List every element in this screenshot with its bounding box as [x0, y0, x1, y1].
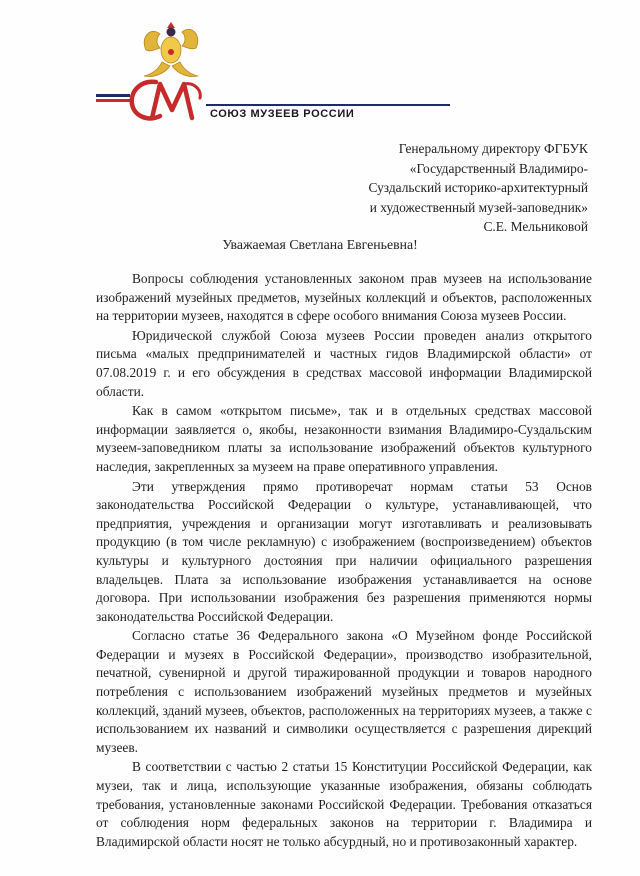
letterhead-rule-red: [96, 99, 130, 102]
addressee-block: [369, 139, 588, 237]
letterhead-rule-blue: [96, 94, 130, 97]
cm-monogram-icon: [126, 74, 206, 124]
organization-name: СОЮЗ МУЗЕЕВ РОССИИ: [210, 108, 355, 120]
body-paragraph: Эти утверждения прямо противоречат нормам статьи 53 Основ законодательства Российской Федерации о культуре, устанавливающей, что предприятия, учреждения и организации могут изготавливать и реализовывать продукцию (в том числе рекламную) с изображением (воспроизведением) объектов культуры и культурного достояния при наличии официального разрешения владельцев. Плата за использование изображения устанавливается на основе договора. При использовании изображения без разрешения применяются нормы законодательства Российской Федерации.: [96, 478, 592, 624]
addressee-line: «Государственный Владимиро-: [409, 160, 588, 176]
salutation: Уважаемая Светлана Евгеньевна!: [222, 237, 418, 252]
addressee-line: Генеральному директору ФГБУК: [398, 141, 588, 156]
body-paragraph: В соответствии с частью 2 статьи 15 Конституции Российской Федерации, как музеи, так и лица, использующие указанные изображения, обязаны соблюдать требования, установленные законами Российской Федерации. Требования отказаться от соблюдения норм федеральных законов на территории г. Владимира и Владимирской области носят не только абсурдный, но и противозаконный характер.: [96, 759, 592, 849]
body-paragraph: Согласно статье 36 Федерального закона «О Музейном фонде Российской Федерации и музеях в Российской Федерации», производство изобразительной, печатной, сувенирной и другой тиражированной продукции и товаров народного потребления с использованием изображений музейных предметов и музейных коллекций, зданий музеев, объектов, расположенных на территориях музеев, а также с использованием их названий и символики осуществляется с разрешения дирекций музеев.: [96, 628, 592, 755]
body-paragraph: Как в самом «открытом письме», так и в отдельных средствах массовой информации заявляется о, якобы, незаконности взимания Владимиро-Суздальским музеем-заповедником платы за использование изображений объектов культурного наследия, закрепленных за музеем на праве оперативного управления.: [96, 403, 592, 474]
firebird-icon: [136, 20, 206, 82]
addressee-line: и художественный музей-заповедник»: [369, 199, 588, 215]
letterhead-rule-right: [206, 104, 450, 106]
addressee-line: Суздальский историко-архитектурный: [368, 180, 588, 195]
body-paragraph: Юридической службой Союза музеев России проведен анализ открытого письма «малых предпринимателей и частных гидов Владимирской области» от 07.08.2019 г. и его обсуждения в средствах массовой информации Владимирской области.: [96, 327, 592, 399]
addressee-line: С.Е. Мельниковой: [483, 219, 588, 234]
letter-body: [96, 270, 592, 852]
body-paragraph: Вопросы соблюдения установленных законом прав музеев на использование изображений музейных предметов, музейных коллекций и объектов, расположенных на территории музеев, находятся в сфере особого внимания Союза музеев России.: [96, 271, 592, 324]
